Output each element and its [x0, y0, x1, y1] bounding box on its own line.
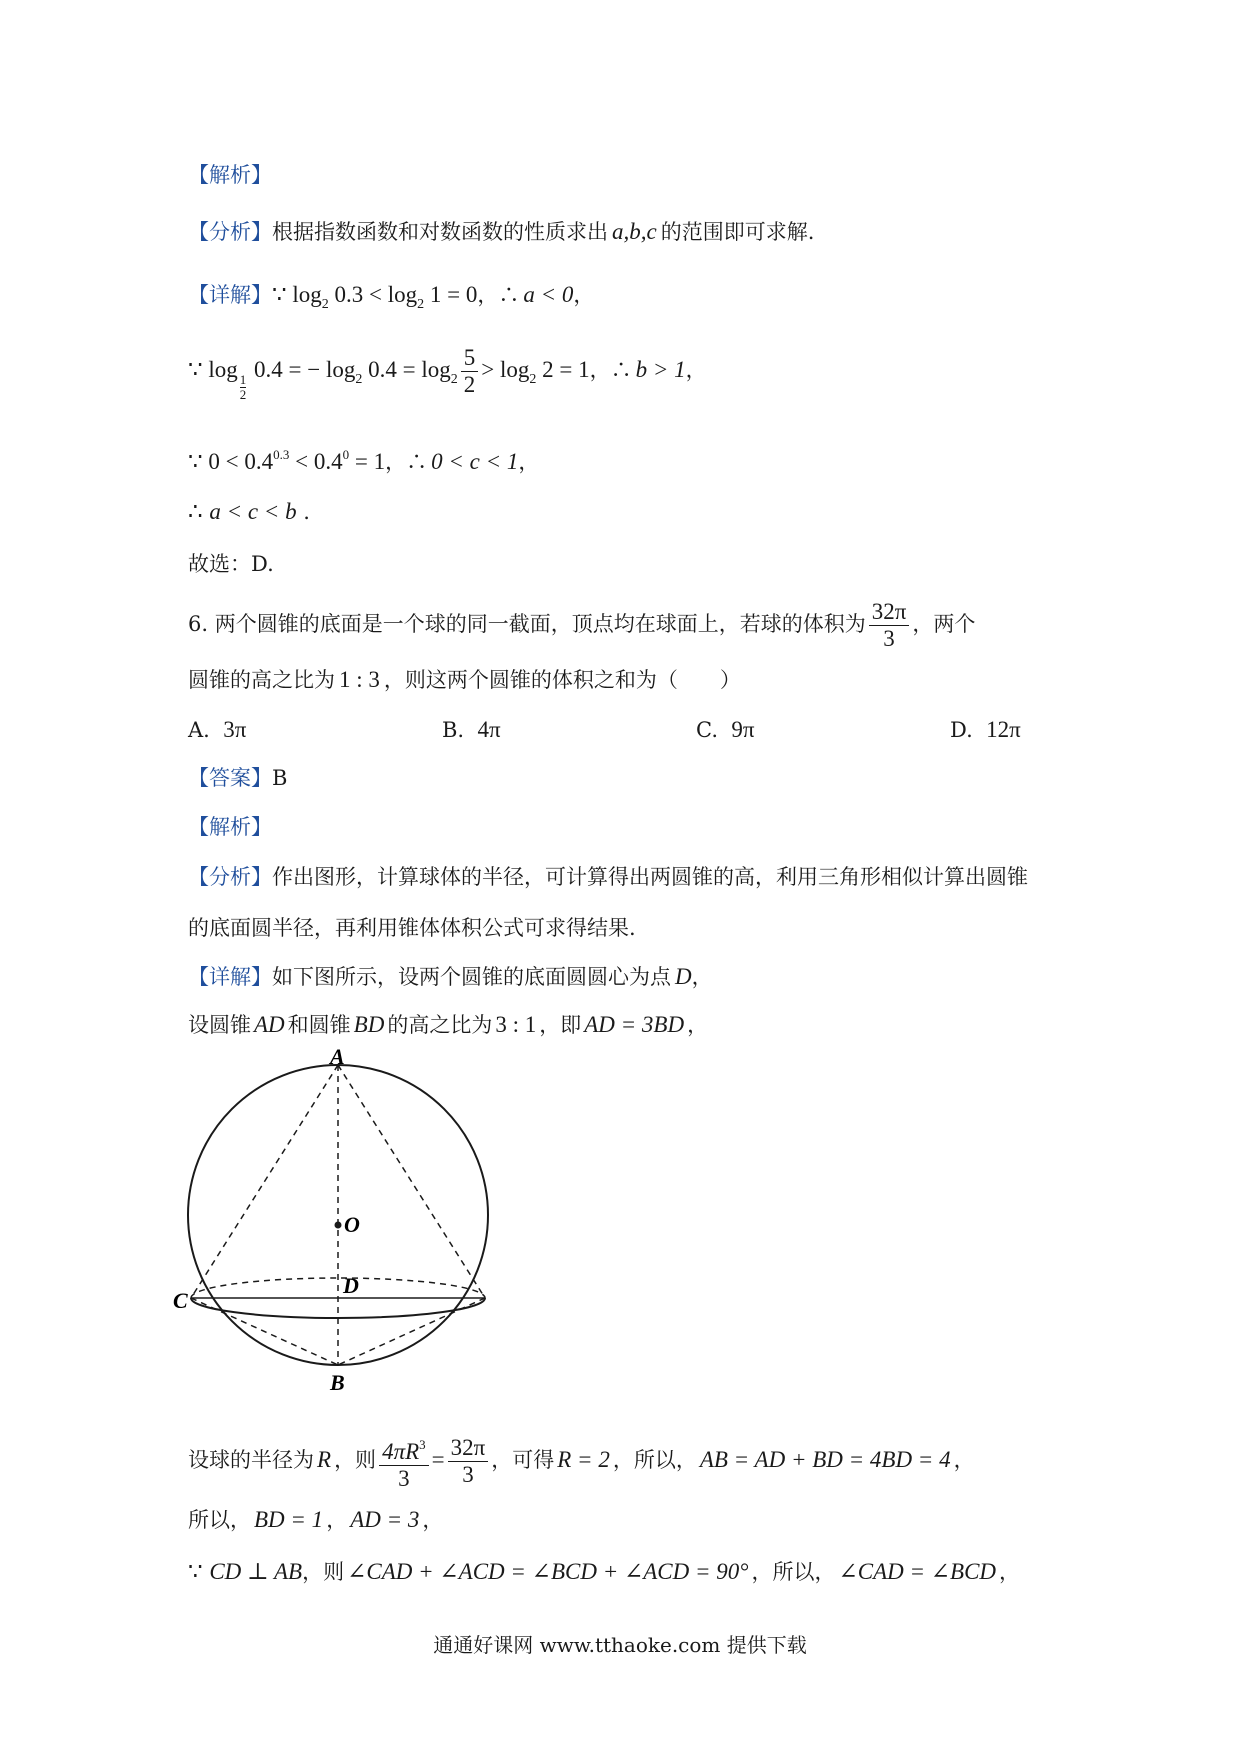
c-conclusion: 0 < c < 1: [431, 449, 519, 474]
option-d: D. 12π: [950, 717, 1021, 742]
answer-line: [188, 763, 287, 793]
center-point-o: [335, 1222, 342, 1229]
page-footer: 通通好课网 www.tthaoke.com 提供下载: [433, 1633, 807, 1657]
option-c: C. 9π: [696, 717, 755, 742]
math-expr-b: ∵ log $\frac{1}{2}$ 0.4 = − $\log_2 0.4 = \log_2$ $\frac{5}{2}$ > $\log_2 2 = 1$: [188, 345, 590, 402]
question-6-options: [188, 715, 1048, 745]
radius-line: 设球的半径为 R ，则 $\frac{4\pi R^3}{3}$ = $\frac{32\pi}{3}$ ，可得 R = 2 ，所以， AB = AD + BD = 4BD = 4 ，: [188, 1430, 975, 1492]
detail-line-2a: [188, 962, 713, 992]
question-6-line-2: [188, 665, 741, 695]
answer-tag: 【答案】: [188, 766, 272, 790]
comma: ，: [685, 358, 707, 382]
therefore-text: ，∴: [589, 358, 632, 382]
comma: ，: [518, 450, 540, 474]
analysis-line-1: [188, 217, 814, 247]
detail-tag: 【详解】: [188, 965, 272, 989]
question-text-end: ，两个: [912, 612, 976, 636]
analysis-line-2a: [188, 862, 1028, 892]
comma: ，: [691, 965, 713, 989]
label-d: D: [343, 1273, 359, 1298]
bd-line: 所以， BD = 1 ， AD = 3 ，: [188, 1507, 444, 1532]
math-expr-c: ∵ $0 < 0.4^{0.3} < 0.4^0 = 1$: [188, 447, 386, 474]
analysis-tag: 【分析】: [188, 865, 272, 889]
answer-choice: 故选：D.: [188, 552, 274, 576]
analysis-text: 作出图形，计算球体的半径，可计算得出两圆锥的高，利用三角形相似计算出圆锥: [272, 865, 1028, 889]
question-text: 圆锥的高之比为: [188, 668, 335, 692]
period: .: [303, 500, 310, 524]
point-d: D: [675, 964, 692, 989]
detail-tag: 【详解】: [188, 283, 272, 307]
answer-value: B: [272, 766, 288, 790]
option-a: A. 3π: [188, 717, 247, 742]
detail-line-2b: 设圆锥 AD 和圆锥 BD 的高之比为 3 : 1 ，即 AD = 3BD ，: [188, 1012, 709, 1037]
label-o: O: [344, 1212, 360, 1237]
question-text-end: ，则这两个圆锥的体积之和为（ ）: [383, 668, 741, 692]
a-conclusion: a < 0: [523, 282, 574, 307]
b-conclusion: b > 1: [635, 357, 686, 382]
therefore-text: ，∴: [477, 283, 520, 307]
label-c: C: [173, 1288, 188, 1313]
edge-b-right: [338, 1298, 485, 1365]
analysis-text: 根据指数函数和对数函数的性质求出: [272, 220, 608, 244]
edge-a-right: [338, 1065, 485, 1298]
detail-text: 如下图所示，设两个圆锥的底面圆圆心为点: [272, 965, 671, 989]
detail-line-c: [188, 440, 539, 477]
order-line: [188, 497, 310, 527]
ratio: 1 : 3: [339, 667, 380, 692]
math-expr: ∵ $\log_2 0.3 < \log_2 1 = 0$: [272, 282, 478, 312]
section-heading-jiexi-2: 【解析】: [188, 815, 272, 839]
analysis-vars: a,b,c: [612, 219, 657, 244]
question-text: 6. 两个圆锥的底面是一个球的同一截面，顶点均在球面上，若球的体积为: [188, 612, 866, 636]
detail-line-b: [188, 340, 707, 410]
sphere-cone-figure: [173, 1044, 505, 1400]
analysis-tag: 【分析】: [188, 220, 272, 244]
edge-cb: [191, 1298, 338, 1365]
therefore-symbol: ∴: [188, 499, 203, 524]
detail-line-1: [188, 280, 594, 320]
label-b: B: [330, 1370, 345, 1395]
edge-ac: [191, 1065, 338, 1298]
comma: ，: [573, 283, 595, 307]
question-6-line-1: 6. 两个圆锥的底面是一个球的同一截面，顶点均在球面上，若球的体积为 $\frac{32\pi}{3}$ ，两个: [188, 599, 976, 651]
analysis-text-end: 的范围即可求解.: [660, 220, 815, 244]
option-b: B. 4π: [442, 717, 501, 742]
angle-line: ∵ CD ⊥ AB，则 ∠CAD + ∠ACD = ∠BCD + ∠ACD = 90° ，所以， ∠CAD = ∠BCD ，: [188, 1559, 1021, 1584]
analysis-line-2b: 的底面圆半径，再利用锥体体积公式可求得结果.: [188, 916, 636, 940]
label-a: A: [330, 1044, 345, 1069]
order-expr: a < c < b: [209, 499, 297, 524]
therefore-text: ，∴: [385, 450, 428, 474]
section-heading-jiexi: 【解析】: [188, 163, 272, 187]
